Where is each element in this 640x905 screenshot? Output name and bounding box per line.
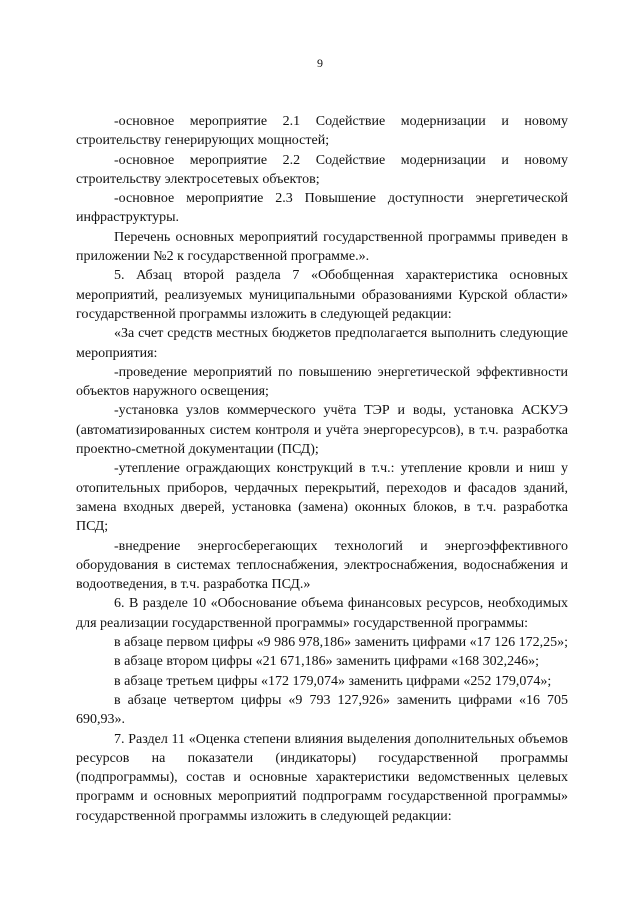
paragraph: в абзаце третьем цифры «172 179,074» заменить цифрами «252 179,074»; <box>114 673 552 689</box>
paragraph: -основное мероприятие 2.3 Повышение доступности энергетической инфраструктуры. <box>76 191 568 226</box>
document-body <box>76 112 568 826</box>
paragraph: -основное мероприятие 2.2 Содействие модернизации и новому строительству электросетевых объектов; <box>76 152 568 187</box>
paragraph: 7. Раздел 11 «Оценка степени влияния выделения дополнительных объемов ресурсов на показатели (индикаторы) государственной программы (подпрограммы), состав и основные характеристики ведомственных целевых программ и основных мероприятий подпрограмм государственной программы» государственной программы изложить в следующей редакции: <box>76 731 568 824</box>
paragraph: -внедрение энергосберегающих технологий и энергоэффективного оборудования в системах теплоснабжения, электроснабжения, водоснабжения и водоотведения, в т.ч. разработка ПСД.» <box>76 538 568 593</box>
paragraph: Перечень основных мероприятий государственной программы приведен в приложении №2 к государственной программе.». <box>76 229 568 265</box>
paragraph: в абзаце четвертом цифры «9 793 127,926» заменить цифрами «16 705 690,93». <box>76 692 568 728</box>
paragraph: 5. Абзац второй раздела 7 «Обобщенная характеристика основных мероприятий, реализуемых муниципальными образованиями Курской области» государственной программы изложить в следующей редакции: <box>76 268 568 322</box>
paragraph: «За счет средств местных бюджетов предполагается выполнить следующие мероприятия: <box>76 326 568 361</box>
paragraph: в абзаце первом цифры «9 986 978,186» заменить цифрами «17 126 172,25»; <box>114 635 568 651</box>
paragraph: в абзаце втором цифры «21 671,186» заменить цифрами «168 302,246»; <box>114 654 539 670</box>
paragraph: -установка узлов коммерческого учёта ТЭР и воды, установка АСКУЭ (автоматизированных систем контроля и учёта энергоресурсов), в т.ч. разработка проектно-сметной документации (ПСД); <box>76 403 568 458</box>
paragraph: -проведение мероприятий по повышению энергетической эффективности объектов наружного освещения; <box>76 364 568 400</box>
page-number: 9 <box>317 56 323 70</box>
paragraph: 6. В разделе 10 «Обоснование объема финансовых ресурсов, необходимых для реализации государственной программы» государственной программы: <box>76 596 568 631</box>
paragraph: -утепление ограждающих конструкций в т.ч.: утепление кровли и ниш у отопительных приборов, чердачных перекрытий, переходов и фасадов зданий, замена входных дверей, установка (замена) оконных блоков, в т.ч. разработка ПСД; <box>76 461 568 535</box>
paragraph: -основное мероприятие 2.1 Содействие модернизации и новому строительству генерирующих мощностей; <box>76 114 568 149</box>
